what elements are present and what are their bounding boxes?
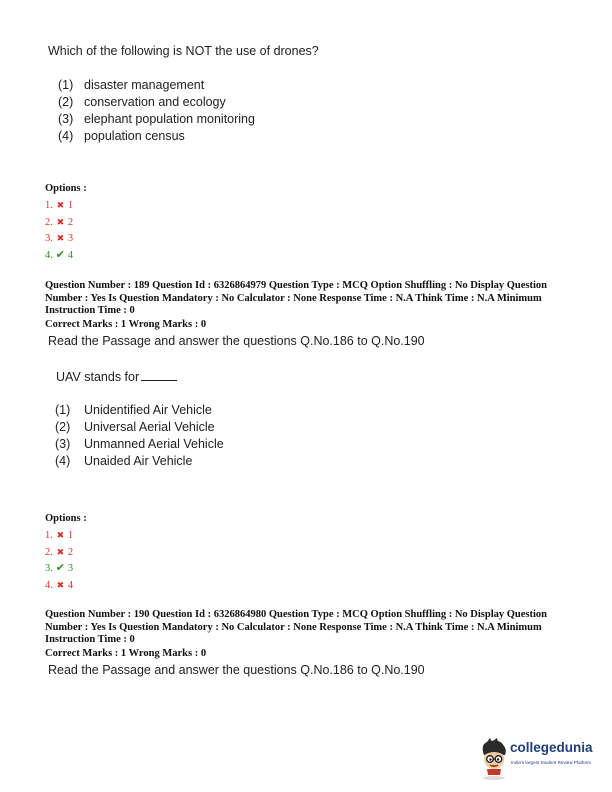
choice-item: (3) elephant population monitoring [58, 112, 255, 126]
passage-instruction: Read the Passage and answer the questions Q.No.186 to Q.No.190 [48, 334, 425, 348]
choice-list [55, 402, 224, 470]
answer-blank [141, 370, 177, 381]
choice-item: (1) Unidentified Air Vehicle [55, 403, 212, 417]
choice-list [58, 77, 255, 145]
choice-item: (4) population census [58, 129, 185, 143]
cross-icon: ✖ [56, 579, 65, 590]
check-icon: ✔ [55, 248, 65, 261]
answer-option: 4. ✖ 4 [45, 577, 73, 594]
check-icon: ✔ [55, 562, 65, 574]
collegedunia-logo [478, 738, 604, 782]
mascot-icon [478, 738, 510, 780]
answer-key [45, 197, 73, 263]
question-text: UAV stands for [56, 370, 177, 384]
answer-option: 2. ✖ 2 [45, 214, 73, 231]
options-label: Options : [45, 513, 87, 524]
answer-option: 2. ✖ 2 [45, 544, 73, 561]
cross-icon: ✖ [56, 200, 65, 210]
passage-instruction: Read the Passage and answer the questions Q.No.186 to Q.No.190 [48, 663, 425, 677]
cross-icon: ✖ [56, 233, 65, 243]
marks-info: Correct Marks : 1 Wrong Marks : 0 [45, 648, 207, 659]
options-label: Options : [45, 183, 87, 194]
question-meta: Question Number : 189 Question Id : 6326864979 Question Type : MCQ Option Shuffling : No Display Question Number : Yes Is Question Mandatory : No Calculator : None Response Time : N.A Think Time : N.A Minimum Instruction Time : 0 [45, 280, 548, 316]
answer-option: 3. ✖ 3 [45, 230, 73, 247]
brand-name: collegedunia [510, 740, 593, 755]
answer-key [45, 527, 73, 593]
answer-option: 3. ✔ 3 [45, 560, 73, 577]
choice-item: (1) disaster management [58, 78, 205, 92]
answer-option: 1. ✖ 1 [45, 197, 73, 214]
question-meta: Question Number : 190 Question Id : 6326864980 Question Type : MCQ Option Shuffling : No Display Question Number : Yes Is Question Mandatory : No Calculator : None Response Time : N.A Think Time : N.A Minimum Instruction Time : 0 [45, 609, 548, 645]
question-text: Which of the following is NOT the use of drones? [48, 44, 319, 58]
choice-item: (3) Unmanned Aerial Vehicle [55, 437, 224, 451]
cross-icon: ✖ [56, 216, 65, 227]
choice-item: (4) Unaided Air Vehicle [55, 454, 193, 468]
answer-option: 4. ✔ 4 [45, 247, 73, 264]
choice-item: (2) Universal Aerial Vehicle [55, 420, 215, 434]
answer-option: 1. ✖ 1 [45, 527, 73, 544]
cross-icon: ✖ [56, 530, 65, 540]
brand-tagline: India's largest Student Review Platform [511, 760, 592, 765]
choice-item: (2) conservation and ecology [58, 95, 226, 109]
cross-icon: ✖ [56, 546, 65, 557]
marks-info: Correct Marks : 1 Wrong Marks : 0 [45, 319, 207, 330]
